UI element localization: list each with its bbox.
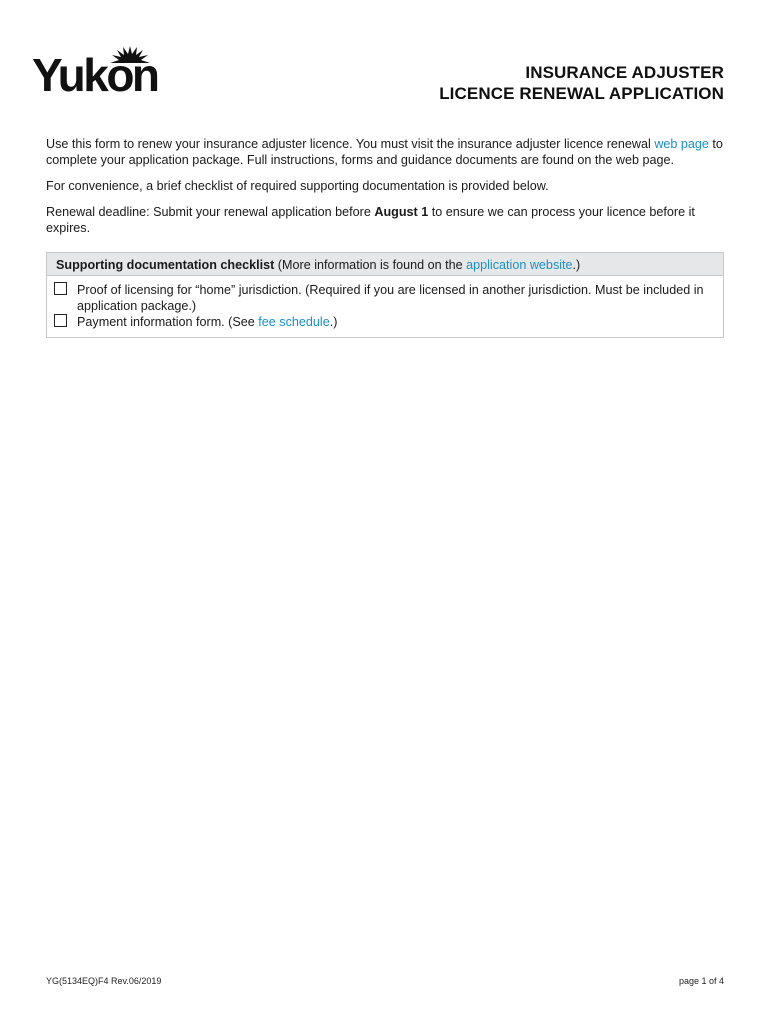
checklist-item-home-licensing bbox=[54, 282, 714, 314]
deadline-paragraph bbox=[46, 204, 736, 236]
page-number: page 1 of 4 bbox=[678, 976, 724, 986]
payment-form-checkbox[interactable] bbox=[54, 314, 67, 327]
payment-form-text: .) bbox=[329, 315, 338, 329]
deadline-date: August 1 bbox=[374, 205, 429, 219]
checklist-header-text: (More information is found on the bbox=[274, 258, 467, 272]
checklist-title: Supporting documentation checklist bbox=[56, 258, 275, 272]
supporting-documentation-checklist bbox=[46, 252, 724, 338]
web-page-link[interactable]: web page bbox=[654, 137, 709, 151]
home-licensing-checkbox[interactable] bbox=[54, 282, 67, 295]
home-licensing-label: Proof of licensing for “home” jurisdiction. (Required if you are licensed in another jurisdiction. Must be included in application package.) bbox=[77, 283, 704, 313]
deadline-text: to ensure we can process your licence before it expires. bbox=[46, 205, 695, 235]
intro-text: to complete your application package. Full instructions, forms and guidance documents are found on the web page. bbox=[46, 137, 723, 167]
intro-paragraph-2: For convenience, a brief checklist of required supporting documentation is provided below. bbox=[46, 179, 549, 193]
checklist-header bbox=[47, 253, 723, 276]
yukon-logo bbox=[32, 44, 172, 104]
intro-paragraph-1 bbox=[46, 136, 736, 168]
intro-text: Use this form to renew your insurance adjuster licence. You must visit the insurance adjuster licence renewal bbox=[46, 137, 655, 151]
application-website-link[interactable]: application website bbox=[466, 258, 573, 272]
checklist-item-payment-form bbox=[54, 314, 714, 330]
deadline-text: Renewal deadline: Submit your renewal application before bbox=[46, 205, 375, 219]
intro-section bbox=[46, 136, 736, 246]
page-title bbox=[439, 62, 724, 104]
payment-form-text: Payment information form. (See bbox=[77, 315, 259, 329]
form-id: YG(5134EQ)F4 Rev.06/2019 bbox=[46, 976, 162, 986]
fee-schedule-link[interactable]: fee schedule bbox=[258, 315, 330, 329]
title-line-1: INSURANCE ADJUSTER bbox=[525, 63, 724, 82]
title-line-2: LICENCE RENEWAL APPLICATION bbox=[439, 84, 724, 103]
payment-form-label bbox=[77, 314, 714, 330]
checklist-body bbox=[47, 276, 723, 337]
checklist-header-text: .) bbox=[572, 258, 581, 272]
logo-wordmark: Yukon bbox=[32, 49, 158, 101]
